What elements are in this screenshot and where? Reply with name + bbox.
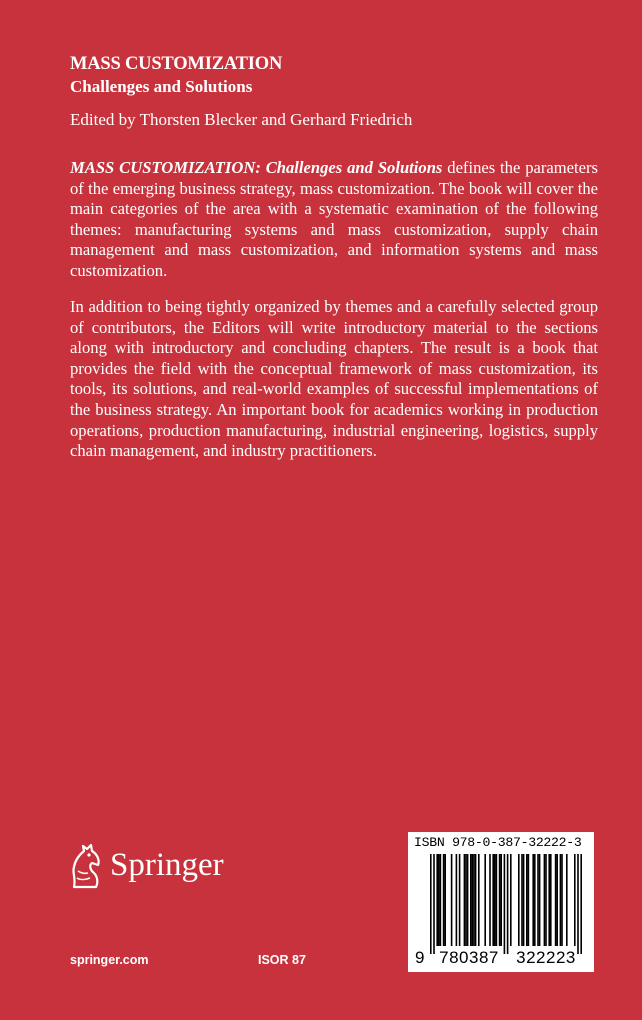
springer-wordmark: Springer [110, 847, 224, 883]
barcode-bar [532, 854, 534, 946]
barcode-bar [496, 854, 498, 946]
barcode-bar [566, 854, 568, 946]
barcode-bar [544, 854, 546, 946]
editors-line: Edited by Thorsten Blecker and Gerhard Friedrich [70, 110, 413, 129]
description-text: defines the parameters of the emerging business strategy, mass customization. The book will cover the main categories of the area with a systematic examination of the following themes: manufacturing systems and mass customization, supply chain management and mass customization, and information systems and mass customization. [70, 158, 598, 280]
publisher-url: springer.com [70, 953, 149, 967]
barcode-bar [560, 854, 562, 946]
barcode-bar [465, 854, 467, 946]
barcode-bar [478, 854, 480, 946]
ean-left-digits: 780387 [439, 948, 499, 967]
isbn-label: ISBN 978-0-387-32222-3 [414, 835, 582, 850]
barcode-bar [451, 854, 453, 946]
barcode-bar [510, 854, 512, 946]
barcode-bar [494, 854, 496, 946]
series-number: ISOR 87 [258, 953, 306, 967]
barcode-bar [472, 854, 474, 946]
barcode-bar [556, 854, 558, 946]
barcode-bar [528, 854, 530, 946]
barcode-bar [555, 854, 557, 946]
horse-chess-knight-icon [66, 843, 106, 889]
barcode-bar [500, 854, 502, 946]
barcode-bar [464, 854, 466, 946]
barcode-bar [456, 854, 458, 946]
description-paragraph-2: In addition to being tightly organized by themes and a carefully selected group of contributors, the Editors will write introductory material to the sections along with introductory and concluding chapters. The result is a book that provides the field with the conceptual framework of mass customization, its tools, its solutions, and real-world examples of successful implementations of the business strategy. An important book for academics working in production operations, production manufacturing, industrial engineering, logistics, supply chain management, and industry practitioners. [70, 297, 598, 461]
barcode-bar [470, 854, 472, 946]
barcode-bar [440, 854, 442, 946]
isbn-barcode [408, 832, 594, 972]
barcode-bar [537, 854, 539, 946]
barcode-bar [430, 854, 432, 954]
ean-right-digits: 322223 [516, 948, 576, 967]
barcode-bar [550, 854, 552, 946]
barcode-bar [548, 854, 550, 946]
barcode-bar [561, 854, 563, 946]
barcode-bar [443, 854, 445, 946]
barcode-bar [473, 854, 475, 946]
barcode-bar [534, 854, 536, 946]
barcode-bar [577, 854, 579, 954]
barcode-bar [484, 854, 486, 946]
barcode-bar [507, 854, 509, 954]
barcode-bar [521, 854, 523, 946]
barcode-bar [580, 854, 582, 954]
barcode-bar [574, 854, 576, 946]
barcode-bar [539, 854, 541, 946]
barcode-bar [518, 854, 520, 946]
barcode-bar [545, 854, 547, 946]
springer-logo [66, 843, 246, 889]
barcode-bar [504, 854, 506, 954]
barcode-bar [526, 854, 528, 946]
barcode-bar [436, 854, 438, 946]
barcode-bar [475, 854, 477, 946]
barcode-bar [438, 854, 440, 946]
description-paragraph-1 [70, 158, 598, 282]
barcode-bar [489, 854, 491, 946]
description-emphasis: MASS CUSTOMIZATION: Challenges and Solutions [70, 158, 443, 177]
book-title: MASS CUSTOMIZATION [70, 54, 283, 74]
barcode-bar [433, 854, 435, 954]
barcode-bar [467, 854, 469, 946]
ean-first-digit: 9 [415, 948, 425, 967]
barcode-bar [523, 854, 525, 946]
barcode-bar [459, 854, 461, 946]
barcode-bar [492, 854, 494, 946]
barcode-bar [444, 854, 446, 946]
book-subtitle: Challenges and Solutions [70, 77, 253, 96]
barcode-bar [499, 854, 501, 946]
